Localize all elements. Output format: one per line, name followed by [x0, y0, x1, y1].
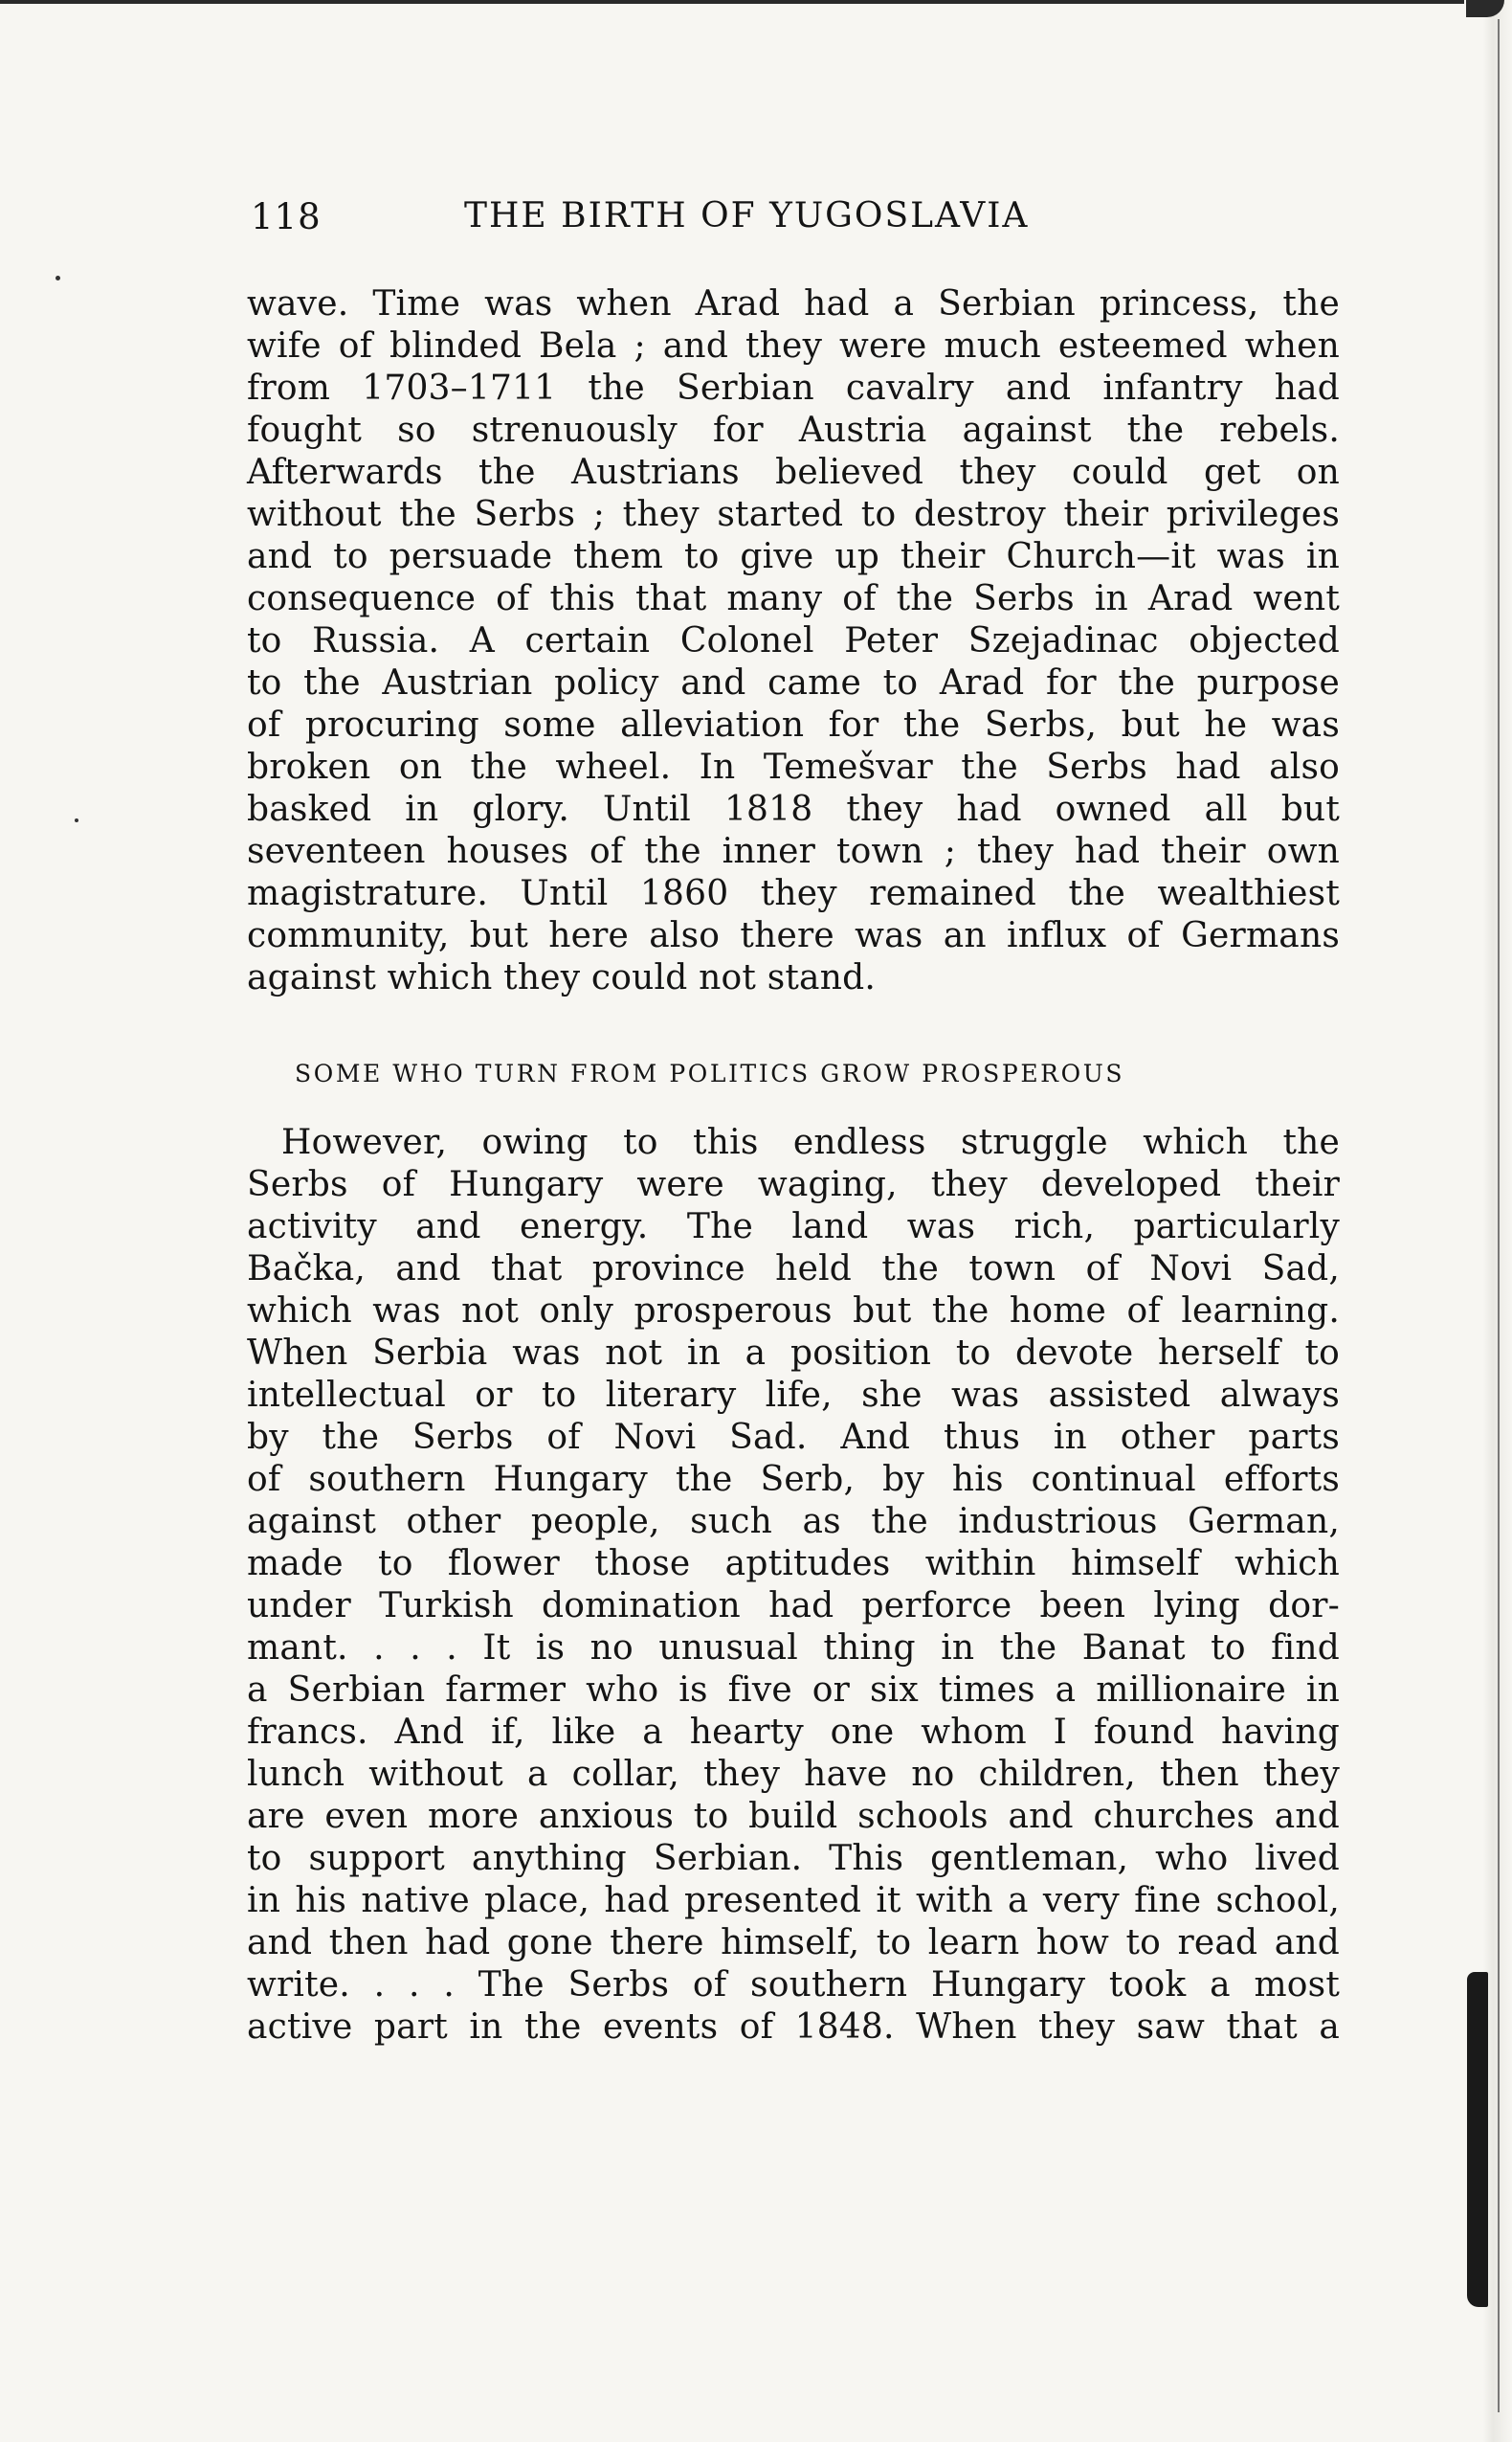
text-line: without the Serbs ; they started to destroy their privileges	[247, 495, 1340, 534]
text-line: broken on the wheel. In Temešvar the Serbs had also	[247, 748, 1340, 787]
text-line: However, owing to this endless struggle which the	[281, 1123, 1340, 1162]
text-line: made to flower those aptitudes within himself which	[247, 1544, 1340, 1583]
binding-shadow-line	[1498, 19, 1500, 2412]
text-line: wave. Time was when Arad had a Serbian princess, the	[247, 284, 1340, 324]
text-line: to Russia. A certain Colonel Peter Szejadinac objected	[247, 621, 1340, 661]
section-heading: SOME WHO TURN FROM POLITICS GROW PROSPEROUS	[295, 1060, 1125, 1087]
text-line: Bačka, and that province held the town of Novi Sad,	[247, 1249, 1340, 1288]
text-line: basked in glory. Until 1818 they had owned all but	[247, 790, 1340, 829]
text-line: are even more anxious to build schools and churches and	[247, 1797, 1340, 1836]
running-header	[251, 196, 1342, 254]
text-line: in his native place, had presented it with a very fine school,	[247, 1881, 1340, 1920]
text-line: of procuring some alleviation for the Serbs, but he was	[247, 706, 1340, 745]
text-line: from 1703–1711 the Serbian cavalry and infantry had	[247, 369, 1340, 408]
text-line: which was not only prosperous but the home of learning.	[247, 1291, 1340, 1331]
text-line: magistrature. Until 1860 they remained the wealthiest	[247, 874, 1340, 913]
running-title: THE BIRTH OF YUGOSLAVIA	[464, 196, 1030, 235]
text-line: fought so strenuously for Austria against the rebels.	[247, 411, 1340, 450]
scan-speck	[56, 276, 60, 280]
text-line: seventeen houses of the inner town ; they had their own	[247, 832, 1340, 871]
text-line: a Serbian farmer who is five or six times a millionaire in	[247, 1670, 1340, 1710]
page-top-edge	[0, 0, 1479, 4]
text-line: mant. . . . It is no unusual thing in the Banat to find	[247, 1628, 1340, 1668]
paragraph-2	[247, 1122, 1340, 2049]
text-line: under Turkish domination had perforce been lying dor-	[247, 1586, 1340, 1625]
text-line: community, but here also there was an influx of Germans	[247, 916, 1340, 955]
text-line: consequence of this that many of the Serbs in Arad went	[247, 579, 1340, 618]
text-line: lunch without a collar, they have no children, then they	[247, 1755, 1340, 1794]
paragraph-1	[247, 283, 1340, 999]
text-line: against which they could not stand.	[247, 958, 876, 997]
text-line: to the Austrian policy and came to Arad for the purpose	[247, 663, 1340, 703]
text-line: by the Serbs of Novi Sad. And thus in other parts	[247, 1418, 1340, 1457]
text-line: francs. And if, like a hearty one whom I found having	[247, 1713, 1340, 1752]
text-line: Afterwards the Austrians believed they could get on	[247, 453, 1340, 492]
text-line: of southern Hungary the Serb, by his continual efforts	[247, 1460, 1340, 1499]
scan-speck	[75, 818, 78, 822]
text-line: intellectual or to literary life, she was assisted always	[247, 1376, 1340, 1415]
text-line: When Serbia was not in a position to devote herself to	[247, 1333, 1340, 1373]
text-line: and to persuade them to give up their Church—it was in	[247, 537, 1340, 576]
text-line: to support anything Serbian. This gentleman, who lived	[247, 1839, 1340, 1878]
binding-dark-mark	[1467, 1972, 1488, 2307]
text-line: and then had gone there himself, to learn how to read and	[247, 1923, 1340, 1962]
text-line: active part in the events of 1848. When they saw that a	[247, 2007, 1340, 2047]
text-line: against other people, such as the industrious German,	[247, 1502, 1340, 1541]
text-line: Serbs of Hungary were waging, they developed their	[247, 1165, 1340, 1204]
text-line: wife of blinded Bela ; and they were much esteemed when	[247, 326, 1340, 366]
page-number: 118	[251, 196, 322, 237]
text-line: write. . . . The Serbs of southern Hungary took a most	[247, 1965, 1340, 2005]
text-line: activity and energy. The land was rich, particularly	[247, 1207, 1340, 1246]
